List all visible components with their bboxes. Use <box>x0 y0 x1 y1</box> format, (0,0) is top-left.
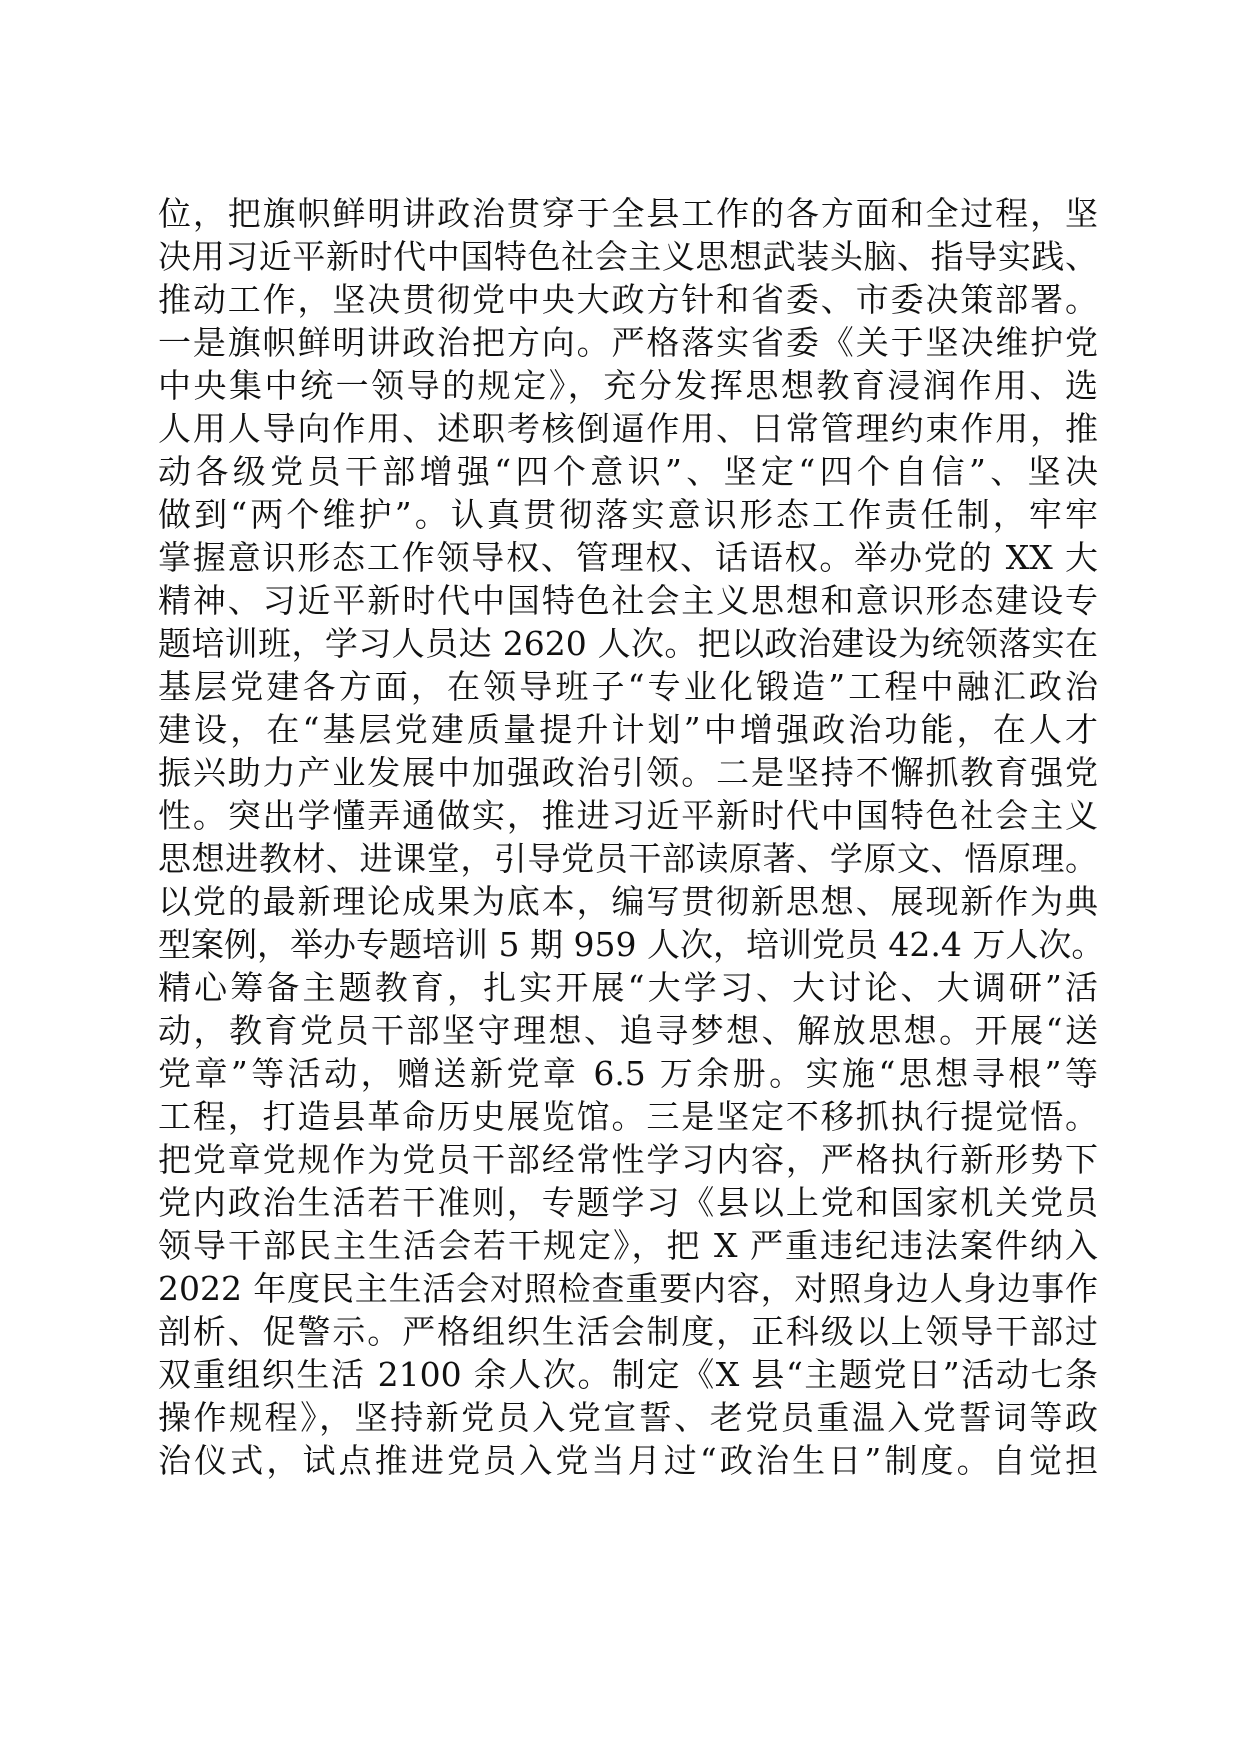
text-line: 治仪式，试点推进党员入党当月过“政治生日”制度。自觉担 <box>158 1441 1098 1480</box>
text-line: 把党章党规作为党员干部经常性学习内容，严格执行新形势下 <box>158 1140 1098 1179</box>
text-line: 工程，打造县革命历史展览馆。三是坚定不移抓执行提觉悟。 <box>158 1097 1098 1136</box>
text-line: 推动工作，坚决贯彻党中央大政方针和省委、市委决策部署。 <box>158 280 1098 319</box>
text-line: 建设，在“基层党建质量提升计划”中增强政治功能，在人才 <box>158 710 1098 749</box>
text-line: 2022 年度民主生活会对照检查重要内容，对照身边人身边事作 <box>158 1269 1098 1308</box>
body-text <box>158 192 1105 1482</box>
text-line: 双重组织生活 2100 余人次。制定《X 县“主题党日”活动七条 <box>158 1355 1098 1394</box>
text-line: 剖析、促警示。严格组织生活会制度，正科级以上领导干部过 <box>158 1312 1098 1351</box>
text-line: 题培训班，学习人员达 2620 人次。把以政治建设为统领落实在 <box>158 624 1098 663</box>
text-line: 中央集中统一领导的规定》，充分发挥思想教育浸润作用、选 <box>158 366 1098 405</box>
text-line: 以党的最新理论成果为底本，编写贯彻新思想、展现新作为典 <box>158 882 1098 921</box>
text-line: 做到“两个维护”。认真贯彻落实意识形态工作责任制，牢牢 <box>158 495 1098 534</box>
text-line: 操作规程》，坚持新党员入党宣誓、老党员重温入党誓词等政 <box>158 1398 1098 1437</box>
text-line: 党内政治生活若干准则，专题学习《县以上党和国家机关党员 <box>158 1183 1098 1222</box>
text-line: 党章”等活动，赠送新党章 6.5 万余册。实施“思想寻根”等 <box>158 1054 1098 1093</box>
text-line: 思想进教材、进课堂，引导党员干部读原著、学原文、悟原理。 <box>158 839 1098 878</box>
text-line: 领导干部民主生活会若干规定》，把 X 严重违纪违法案件纳入 <box>158 1226 1098 1265</box>
text-line: 精神、习近平新时代中国特色社会主义思想和意识形态建设专 <box>158 581 1098 620</box>
text-line: 基层党建各方面，在领导班子“专业化锻造”工程中融汇政治 <box>158 667 1098 706</box>
text-line: 掌握意识形态工作领导权、管理权、话语权。举办党的 XX 大 <box>158 538 1098 577</box>
text-line: 精心筹备主题教育，扎实开展“大学习、大讨论、大调研”活 <box>158 968 1098 1007</box>
text-line: 决用习近平新时代中国特色社会主义思想武装头脑、指导实践、 <box>158 237 1098 276</box>
text-line: 位，把旗帜鲜明讲政治贯穿于全县工作的各方面和全过程，坚 <box>158 194 1098 233</box>
text-line: 人用人导向作用、述职考核倒逼作用、日常管理约束作用，推 <box>158 409 1098 448</box>
text-line: 一是旗帜鲜明讲政治把方向。严格落实省委《关于坚决维护党 <box>158 323 1098 362</box>
text-line: 性。突出学懂弄通做实，推进习近平新时代中国特色社会主义 <box>158 796 1098 835</box>
text-line: 型案例，举办专题培训 5 期 959 人次，培训党员 42.4 万人次。 <box>158 925 1105 964</box>
text-line: 动各级党员干部增强“四个意识”、坚定“四个自信”、坚决 <box>158 452 1098 491</box>
text-line: 振兴助力产业发展中加强政治引领。二是坚持不懈抓教育强党 <box>158 753 1098 792</box>
text-line: 动，教育党员干部坚守理想、追寻梦想、解放思想。开展“送 <box>158 1011 1098 1050</box>
